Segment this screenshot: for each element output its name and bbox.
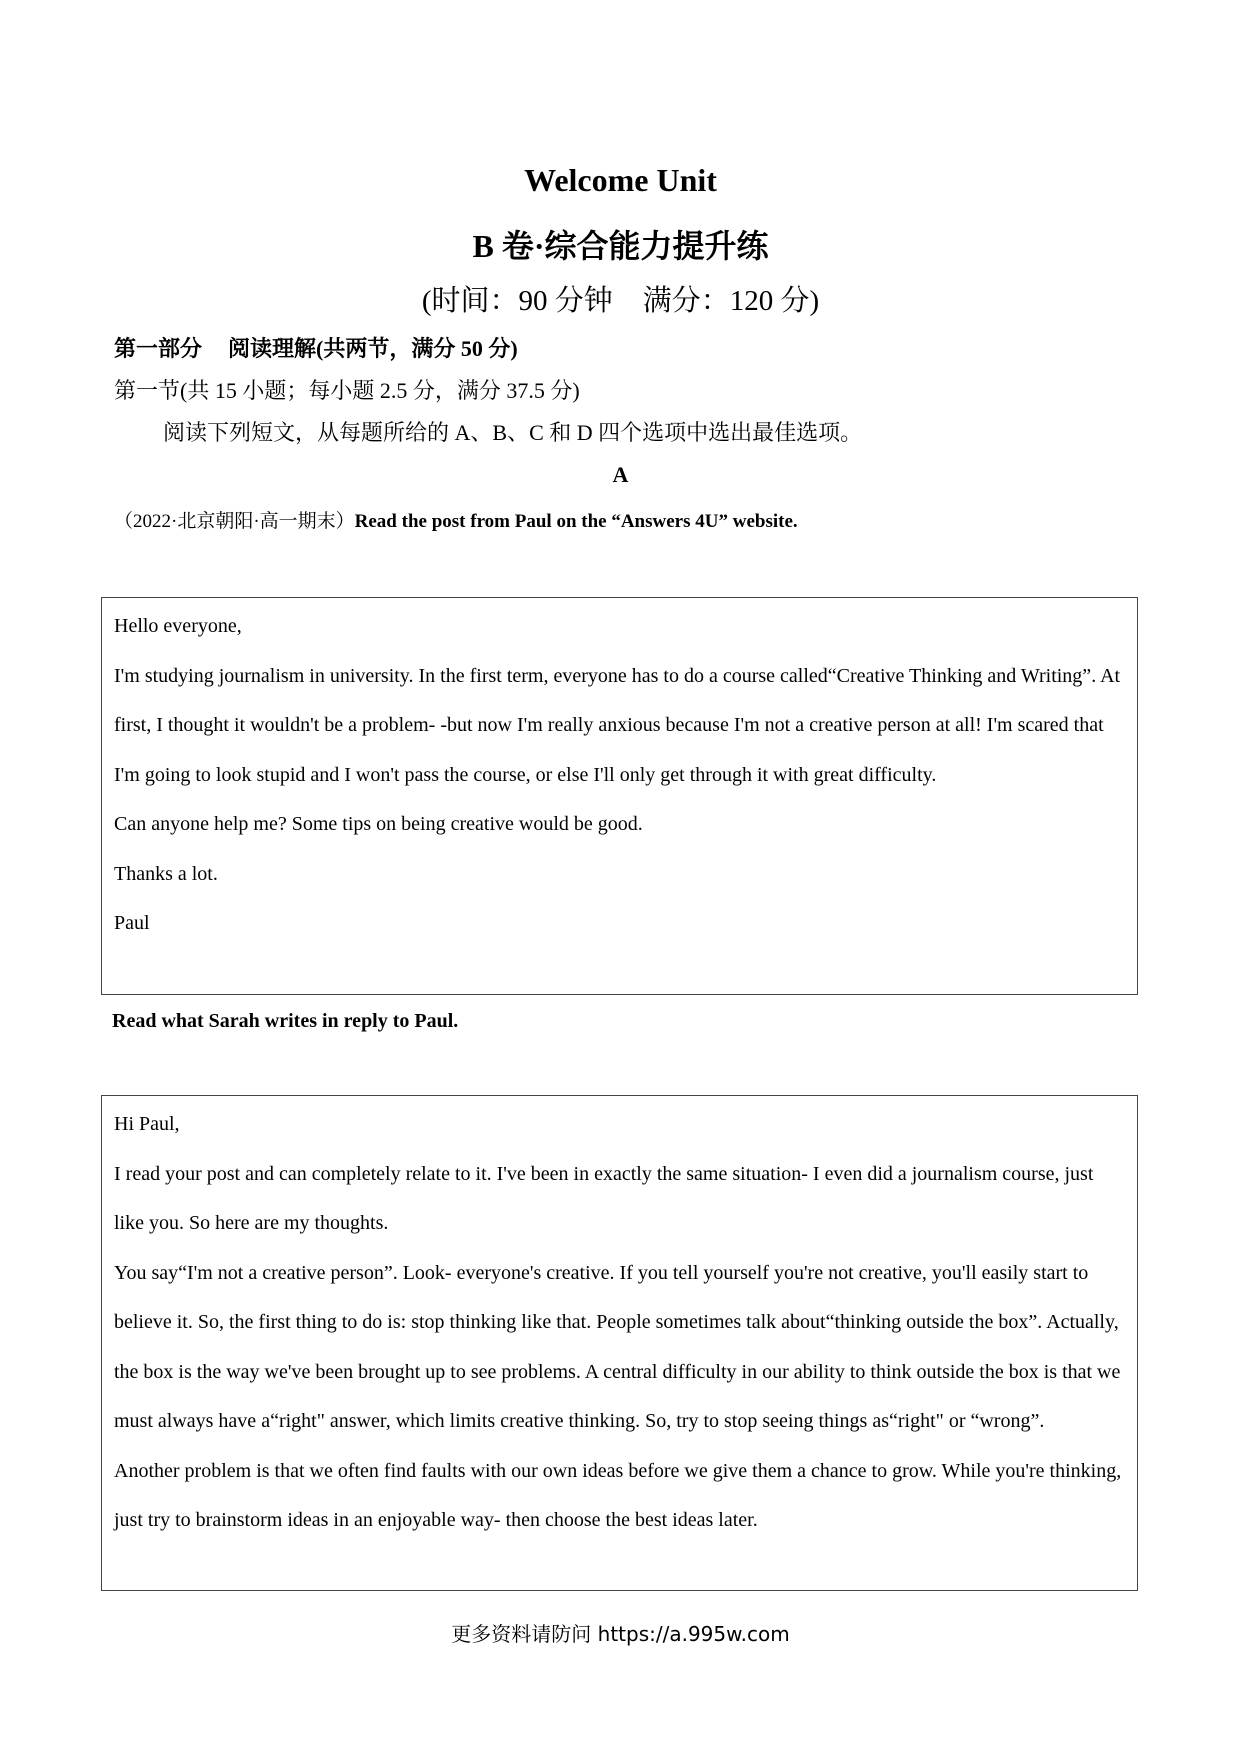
reply-heading: Read what Sarah writes in reply to Paul. [112,1010,459,1032]
passage-letter: A [612,462,629,487]
post-box [101,597,1138,995]
post-signature: Paul [114,912,150,934]
reply-paragraph: You say“I'm not a creative person”. Look- everyone's creative. If you tell yourself you're not creative, you'll easily start to believe it. So, the first thing to do is: stop thinking like that. People sometimes talk about“thinking outside the box”. Actually, the box is the way we've been brought up to see problems. A central difficulty in our ability to think outside the box is that we must always have a“right" answer, which limits creative thinking. So, try to stop seeing things as“right" or “wrong”. [114,1261,1121,1432]
full-score: 满分：120 分) [642,285,820,317]
document-subtitle: B 卷·综合能力提升练 [472,228,769,264]
part-name: 阅读理解(共两节，满分 50 分) [228,336,518,361]
passage-source: （2022·北京朝阳·高一期末） [114,511,355,532]
passage-intro: Read the post from Paul on the “Answers 4U” website. [354,511,798,532]
document-title: Welcome Unit [524,162,717,198]
reply-paragraph: Another problem is that we often find faults with our own ideas before we give them a chance to grow. While you're thinking, just try to brainstorm ideas in an enjoyable way- then choose the best ideas later. [114,1459,1122,1531]
passage-source-line [114,508,798,536]
post-paragraph: Can anyone help me? Some tips on being creative would be good. [114,813,643,835]
section-heading: 第一节(共 15 小题；每小题 2.5 分，满分 37.5 分) [114,378,580,403]
reply-box [101,1095,1138,1591]
reply-greeting: Hi Paul, [114,1113,180,1135]
instruction-text: 阅读下列短文，从每题所给的 A、B、C 和 D 四个选项中选出最佳选项。 [163,420,863,445]
exam-info [0,283,1241,319]
time-limit: (时间：90 分钟 [421,285,613,317]
part-label: 第一部分 [114,336,203,361]
footer-link[interactable]: 更多资料请防问 https://a.995w.com [451,1622,790,1646]
post-closing: Thanks a lot. [114,862,218,885]
post-paragraph: I'm studying journalism in university. In the first term, everyone has to do a course called“Creative Thinking and Writing”. At first, I thought it wouldn't be a problem- -but now I'm really anxious because I'm not a creative person at all! I'm scared that I'm going to look stupid and I won't pass the course, or else I'll only get through it with great difficulty. [114,664,1121,786]
part-heading [114,334,518,364]
reply-paragraph: I read your post and can completely relate to it. I've been in exactly the same situation- I even did a journalism course, just like you. So here are my thoughts. [114,1162,1094,1234]
post-greeting: Hello everyone, [114,615,242,637]
